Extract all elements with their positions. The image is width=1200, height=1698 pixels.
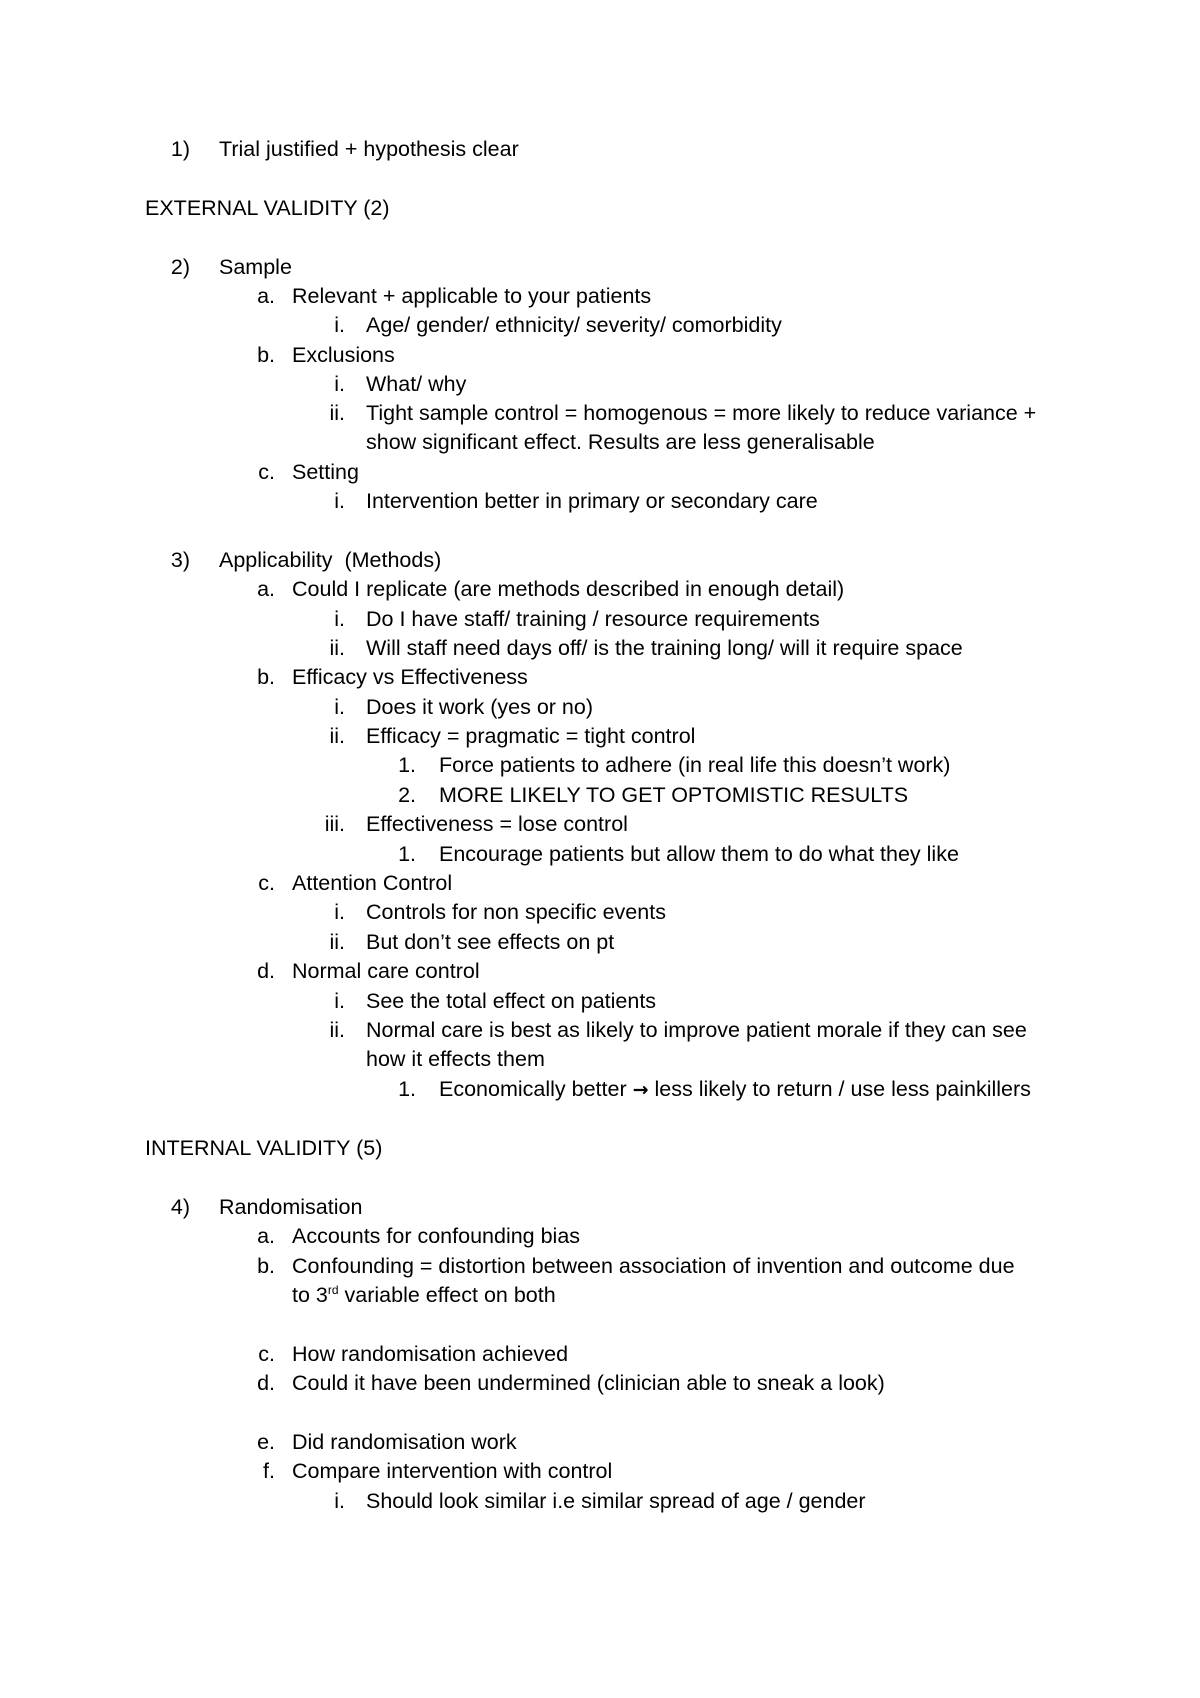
item-text: Sample (219, 255, 292, 279)
numbered-item-marker: 1. (398, 753, 416, 777)
numbered-item-marker: 2. (398, 783, 416, 807)
numbered-item-text (439, 1075, 1031, 1104)
item-text: Randomisation (219, 1195, 363, 1219)
sub-sub-item-text: Effectiveness = lose control (366, 812, 628, 836)
right-arrow-icon: → (632, 1079, 649, 1101)
sub-item-marker: d. (257, 959, 275, 983)
sub-sub-item-text: See the total effect on patients (366, 989, 657, 1013)
sub-sub-item-marker: i. (334, 372, 345, 396)
sub-item-marker: c. (258, 460, 275, 484)
sub-item-marker: f. (263, 1459, 275, 1483)
sub-item-marker: e. (257, 1430, 275, 1454)
sub-item-text: Relevant + applicable to your patients (292, 284, 652, 308)
sub-sub-item-text: Age/ gender/ ethnicity/ severity/ comorbidity (366, 313, 782, 337)
sub-item-text: Confounding = distortion between association of invention and outcome due (292, 1254, 1015, 1278)
sub-item-marker: b. (257, 665, 275, 689)
sub-sub-item-text-continued: how it effects them (366, 1047, 545, 1071)
sub-item-text: Did randomisation work (292, 1430, 517, 1454)
sub-item-text: Exclusions (292, 343, 395, 367)
numbered-item-marker: 1. (398, 842, 416, 866)
sub-item-text: Compare intervention with control (292, 1459, 613, 1483)
sub-item-text: Could I replicate (are methods described in enough detail) (292, 577, 845, 601)
sub-sub-item-text: Efficacy = pragmatic = tight control (366, 724, 696, 748)
item-text: Trial justified + hypothesis clear (219, 137, 519, 161)
sub-sub-item-marker: ii. (329, 401, 345, 425)
item-number: 4) (170, 1195, 190, 1219)
sub-item-text-post: variable effect on both (338, 1283, 556, 1307)
sub-item-text: Setting (292, 460, 359, 484)
sub-sub-item-text: Tight sample control = homogenous = more likely to reduce variance + (366, 401, 1037, 425)
sub-sub-item-text: Intervention better in primary or secondary care (366, 489, 818, 513)
section-heading-internal: INTERNAL VALIDITY (5) (145, 1136, 383, 1160)
item-number: 1) (170, 137, 190, 161)
sub-sub-item-text: Normal care is best as likely to improve patient morale if they can see (366, 1018, 1027, 1042)
sub-item-marker: a. (257, 577, 275, 601)
sub-sub-item-marker: i. (334, 313, 345, 337)
sub-sub-item-text: Controls for non specific events (366, 900, 666, 924)
sub-item-marker: b. (257, 343, 275, 367)
sub-item-text: Attention Control (292, 871, 453, 895)
section-heading-external: EXTERNAL VALIDITY (2) (145, 196, 390, 220)
sub-sub-item-text-continued: show significant effect. Results are less generalisable (366, 430, 875, 454)
sub-sub-item-marker: i. (334, 989, 345, 1013)
sub-item-marker: c. (258, 1342, 275, 1366)
sub-sub-item-marker: ii. (329, 724, 345, 748)
numbered-item-text-before: Economically better (439, 1077, 627, 1101)
sub-item-text: Accounts for confounding bias (292, 1224, 581, 1248)
sub-item-text: Normal care control (292, 959, 480, 983)
numbered-item-text: MORE LIKELY TO GET OPTOMISTIC RESULTS (439, 783, 909, 807)
sub-sub-item-marker: ii. (329, 636, 345, 660)
sub-sub-item-marker: iii. (324, 812, 345, 836)
sub-item-marker: c. (258, 871, 275, 895)
sub-sub-item-text: Does it work (yes or no) (366, 695, 594, 719)
sub-sub-item-marker: i. (334, 1489, 345, 1513)
sub-item-marker: a. (257, 284, 275, 308)
item-number: 2) (170, 255, 190, 279)
sub-sub-item-marker: i. (334, 607, 345, 631)
numbered-item-text: Encourage patients but allow them to do what they like (439, 842, 959, 866)
sub-sub-item-marker: i. (334, 695, 345, 719)
numbered-item-marker: 1. (398, 1077, 416, 1101)
sub-sub-item-marker: ii. (329, 930, 345, 954)
sub-item-text-pre: to 3 (292, 1283, 328, 1307)
numbered-item-text: Force patients to adhere (in real life this doesn’t work) (439, 753, 951, 777)
ordinal-superscript: rd (327, 1282, 339, 1297)
sub-item-text: Efficacy vs Effectiveness (292, 665, 528, 689)
sub-item-marker: d. (257, 1371, 275, 1395)
sub-item-marker: a. (257, 1224, 275, 1248)
sub-item-text: How randomisation achieved (292, 1342, 569, 1366)
sub-sub-item-text: Will staff need days off/ is the training long/ will it require space (366, 636, 963, 660)
numbered-item-text-after: less likely to return / use less painkillers (654, 1077, 1031, 1101)
item-text: Applicability (Methods) (219, 548, 442, 572)
sub-sub-item-text: Should look similar i.e similar spread of age / gender (366, 1489, 866, 1513)
sub-sub-item-text: What/ why (366, 372, 467, 396)
sub-item-text: Could it have been undermined (clinician able to sneak a look) (292, 1371, 885, 1395)
sub-sub-item-marker: i. (334, 489, 345, 513)
sub-item-text-continued (292, 1281, 556, 1309)
sub-item-marker: b. (257, 1254, 275, 1278)
sub-sub-item-marker: ii. (329, 1018, 345, 1042)
sub-sub-item-text: Do I have staff/ training / resource requirements (366, 607, 820, 631)
sub-sub-item-text: But don’t see effects on pt (366, 930, 615, 954)
item-number: 3) (170, 548, 190, 572)
sub-sub-item-marker: i. (334, 900, 345, 924)
